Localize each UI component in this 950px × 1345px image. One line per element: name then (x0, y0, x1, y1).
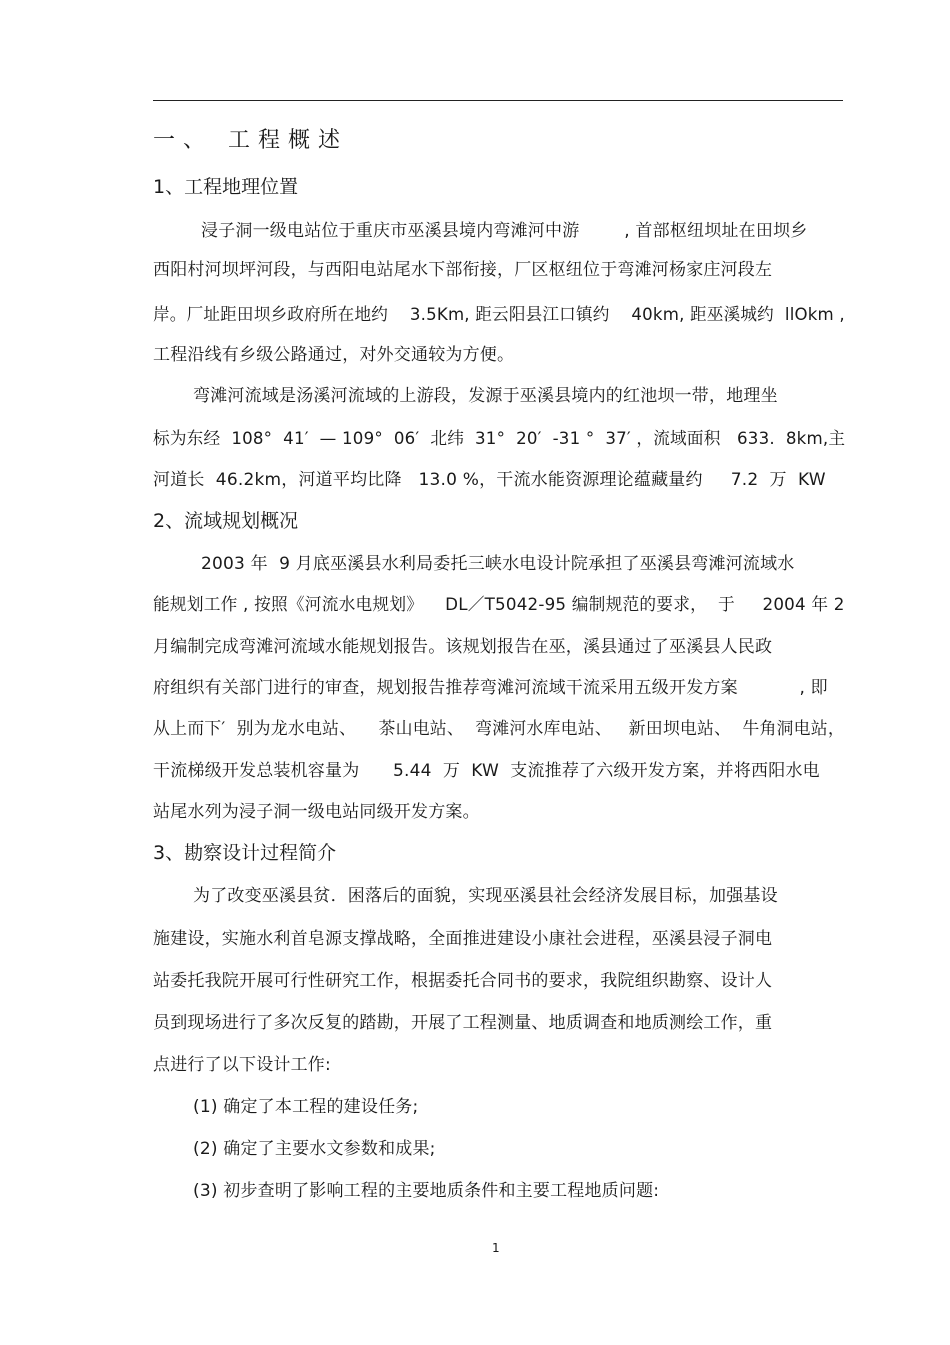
paragraph-line: 府组织有关部门进行的审查，规划报告推荐弯滩河流域干流采用五级开发方案 , 即 (153, 678, 828, 698)
paragraph-line: 站尾水列为浸子洞一级电站同级开发方案。 (153, 802, 480, 822)
paragraph-line: 干流梯级开发总装机容量为 5.44 万 KW 支流推荐了六级开发方案，并将西阳水电 (153, 761, 820, 781)
paragraph-line: 施建设，实施水利首皂源支撑战略，全面推进建设小康社会进程，巫溪县浸子洞电 (153, 929, 773, 949)
section-heading-3: 3、勘察设计过程简介 (153, 842, 337, 864)
paragraph-line: 从上而下′ 别为龙水电站、 茶山电站、 弯滩河水库电站、 新田坝电站、 牛角洞电站， (153, 719, 845, 739)
paragraph-line: 月编制完成弯滩河流域水能规划报告。该规划报告在巫，溪县通过了巫溪县人民政 (153, 637, 773, 657)
paragraph-line: 点进行了以下设计工作: (153, 1055, 331, 1075)
page-number: 1 (492, 1241, 500, 1255)
paragraph-line: 员到现场进行了多次反复的踏勘，开展了工程测量、地质调查和地质测绘工作，重 (153, 1013, 773, 1033)
section-heading-2: 2、流域规划概况 (153, 510, 299, 532)
paragraph-line: 河道长 46.2km，河道平均比降 13.0 %，干流水能资源理论蕴藏量约 7.2 万 KW (153, 470, 826, 490)
page-title: 一、 工程概述 (153, 128, 348, 153)
paragraph-line: 弯滩河流域是汤溪河流域的上游段，发源于巫溪县境内的红池坝一带，地理坐 (193, 386, 778, 406)
list-item: (1) 确定了本工程的建设任务; (193, 1097, 419, 1117)
paragraph-line: 浸子洞一级电站位于重庆市巫溪县境内弯滩河中游 , 首部枢纽坝址在田坝乡 (201, 221, 808, 241)
list-item: (2) 确定了主要水文参数和成果; (193, 1139, 436, 1159)
paragraph-line: 能规划工作 , 按照《河流水电规划》 DL／T5042-95 编制规范的要求， 于 2004 年 2 (153, 595, 845, 615)
paragraph-line: 站委托我院开展可行性研究工作，根据委托合同书的要求，我院组织勘察、设计人 (153, 971, 773, 991)
paragraph-line: 2003 年 9 月底巫溪县水利局委托三峡水电设计院承担了巫溪县弯滩河流域水 (201, 554, 795, 574)
paragraph-line: 标为东经 108° 41′ — 109° 06′ 北纬 31° 20′ -31 ° 37′ ，流域面积 633. 8km,主 (153, 429, 846, 449)
paragraph-line: 工程沿线有乡级公路通过，对外交通较为方便。 (153, 345, 515, 365)
section-heading-1: 1、工程地理位置 (153, 176, 299, 198)
header-rule (153, 100, 843, 101)
list-item: (3) 初步查明了影响工程的主要地质条件和主要工程地质问题: (193, 1181, 660, 1201)
paragraph-line: 为了改变巫溪县贫．困落后的面貌，实现巫溪县社会经济发展目标，加强基设 (193, 886, 778, 906)
paragraph-line: 岸。厂址距田坝乡政府所在地约 3.5Km, 距云阳县江口镇约 40km, 距巫溪城约 llOkm , (153, 305, 845, 325)
paragraph-line: 西阳村河坝坪河段，与西阳电站尾水下部衔接，厂区枢纽位于弯滩河杨家庄河段左 (153, 260, 773, 280)
